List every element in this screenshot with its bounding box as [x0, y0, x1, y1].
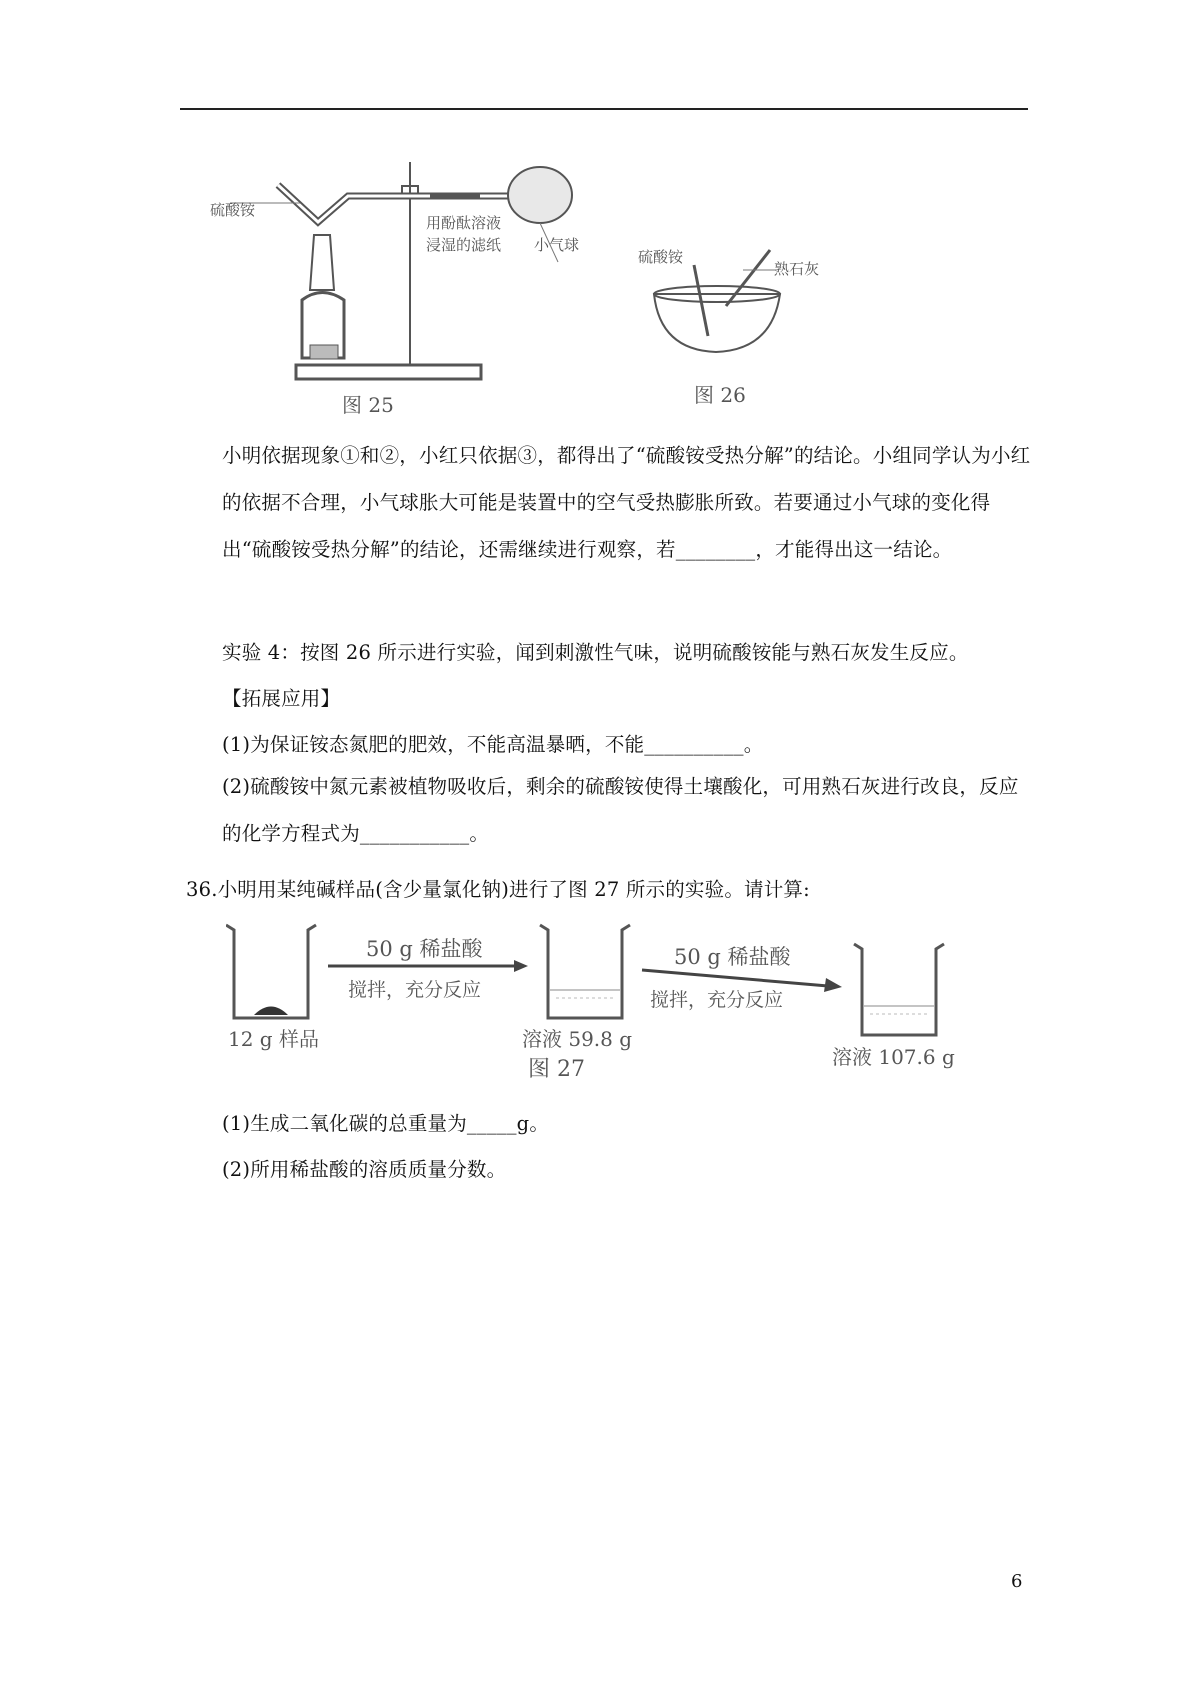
fig25-label-paper-2: 浸湿的滤纸 [426, 236, 502, 254]
paragraph-conclusion: 小明依据现象①和②，小红只依据③，都得出了“硫酸铵受热分解”的结论。小组同学认为小红的依据不合理，小气球胀大可能是装置中的空气受热膨胀所致。若要通过小气球的变化得出“硫酸铵受热分解”的结论，还需继续进行观察，若________，才能得出这一结论。 [222, 444, 1031, 561]
fig27-arrow1-reagent: 50 g 稀盐酸 [366, 937, 483, 961]
application-1: (1)为保证铵态氮肥的肥效，不能高温暴晒，不能__________。 [222, 733, 764, 756]
fig25-label-ammonium-sulfate: 硫酸铵 [210, 201, 256, 219]
section-heading-extended-application: 【拓展应用】 [222, 687, 341, 710]
fig25-label-paper-1: 用酚酞溶液 [426, 214, 502, 232]
fig27-arrow2-condition: 搅拌，充分反应 [650, 989, 784, 1011]
fig26-label-slaked-lime: 熟石灰 [774, 260, 820, 278]
question-36: 36.小明用某纯碱样品(含少量氯化钠)进行了图 27 所示的实验。请计算: [186, 878, 810, 901]
fig27-arrow1-condition: 搅拌，充分反应 [348, 979, 482, 1001]
fig26-caption: 图 26 [694, 383, 746, 407]
fig25-label-balloon: 小气球 [534, 236, 580, 254]
figure-25 [210, 140, 630, 420]
fig26-label-ammonium-sulfate: 硫酸铵 [638, 248, 684, 266]
fig27-beaker2-label: 溶液 59.8 g [522, 1027, 633, 1051]
page-number: 6 [1011, 1571, 1023, 1592]
fig27-beaker3-label: 溶液 107.6 g [832, 1045, 955, 1069]
fig25-caption: 图 25 [342, 393, 394, 417]
figure-27 [226, 920, 966, 1085]
figure-26 [638, 210, 858, 415]
application-2: (2)硫酸铵中氮元素被植物吸收后，剩余的硫酸铵使得土壤酸化，可用熟石灰进行改良，反应的化学方程式为___________。 [222, 775, 1019, 845]
subquestion-2: (2)所用稀盐酸的溶质质量分数。 [222, 1158, 507, 1181]
header-rule [180, 108, 1028, 110]
subquestion-1: (1)生成二氧化碳的总重量为_____g。 [222, 1112, 550, 1135]
fig27-beaker1-label: 12 g 样品 [228, 1027, 319, 1051]
fig27-arrow2-reagent: 50 g 稀盐酸 [674, 945, 791, 969]
experiment-4: 实验 4：按图 26 所示进行实验，闻到刺激性气味，说明硫酸铵能与熟石灰发生反应。 [222, 641, 969, 664]
fig27-caption: 图 27 [528, 1057, 585, 1082]
